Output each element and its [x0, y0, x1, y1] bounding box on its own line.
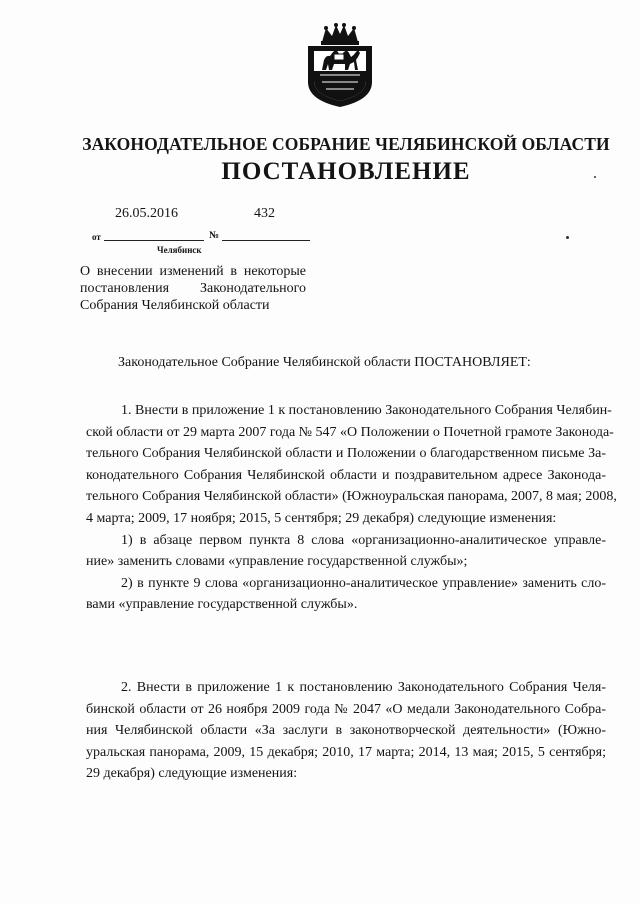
paragraph-line: уральская панорама, 2009, 15 декабря; 2010, 17 марта; 2014, 13 мая; 2015, 5 сентября; [86, 744, 606, 760]
item-1 [86, 400, 617, 616]
paragraph-line: 4 марта; 2009, 17 ноября; 2015, 5 сентября; 29 декабря) следующие изменения: [86, 510, 557, 526]
chelyabinsk-coat-of-arms-icon [300, 22, 380, 108]
scan-speck [594, 176, 596, 178]
document-number: 432 [254, 206, 275, 221]
paragraph-line: ния Челябинской области «За заслуги в законотворческой деятельности» (Южно- [86, 723, 606, 739]
document-type-heading: ПОСТАНОВЛЕНИЕ [221, 158, 471, 185]
organization-title: ЗАКОНОДАТЕЛЬНОЕ СОБРАНИЕ ЧЕЛЯБИНСКОЙ ОБЛАСТИ [82, 134, 610, 154]
paragraph-line: тельного Собрания Челябинской области» (Южноуральская панорама, 2007, 8 мая; 2008, [86, 489, 617, 505]
document-subject [80, 263, 306, 314]
subject-line: Собрания Челябинской области [80, 298, 270, 313]
subitem-1-line: 1) в абзаце первом пункта 8 слова «организационно-аналитическое управле- [121, 532, 606, 548]
subitem-2-line: 2) в пункте 9 слова «организационно-аналитическое управление» заменить сло- [121, 575, 606, 591]
preamble: Законодательное Собрание Челябинской области ПОСТАНОВЛЯЕТ: [118, 355, 531, 370]
subject-line: постановления Законодательного [80, 281, 306, 296]
number-underline [222, 240, 310, 241]
number-label: № [209, 230, 220, 241]
subitem-2-line: вами «управление государственной службы». [86, 597, 358, 613]
city-name: Челябинск [157, 245, 202, 255]
date-label: от [92, 232, 101, 242]
paragraph-line: тельного Собрания Челябинской области и Положении о благодарственном письме За- [86, 446, 606, 462]
item-2 [86, 677, 606, 785]
date-underline [104, 240, 204, 241]
document-date: 26.05.2016 [115, 206, 178, 221]
paragraph-line: 1. Внести в приложение 1 к постановлению Законодательного Собрания Челябин- [121, 403, 612, 418]
scan-speck [566, 236, 569, 239]
subitem-1-line: ние» заменить словами «управление государственной службы»; [86, 554, 468, 570]
paragraph-line: конодательного Собрания Челябинской области и поздравительном адресе Законода- [86, 467, 606, 483]
paragraph-line: бинской области от 26 ноября 2009 года № 2047 «О медали Законодательного Собра- [86, 701, 606, 717]
paragraph-line: ской области от 29 марта 2007 года № 547 «О Положении о Почетной грамоте Законода- [86, 424, 614, 440]
paragraph-line: 2. Внести в приложение 1 к постановлению Законодательного Собрания Челя- [121, 680, 606, 695]
subject-line: О внесении изменений в некоторые [80, 264, 306, 279]
paragraph-line: 29 декабря) следующие изменения: [86, 766, 298, 782]
